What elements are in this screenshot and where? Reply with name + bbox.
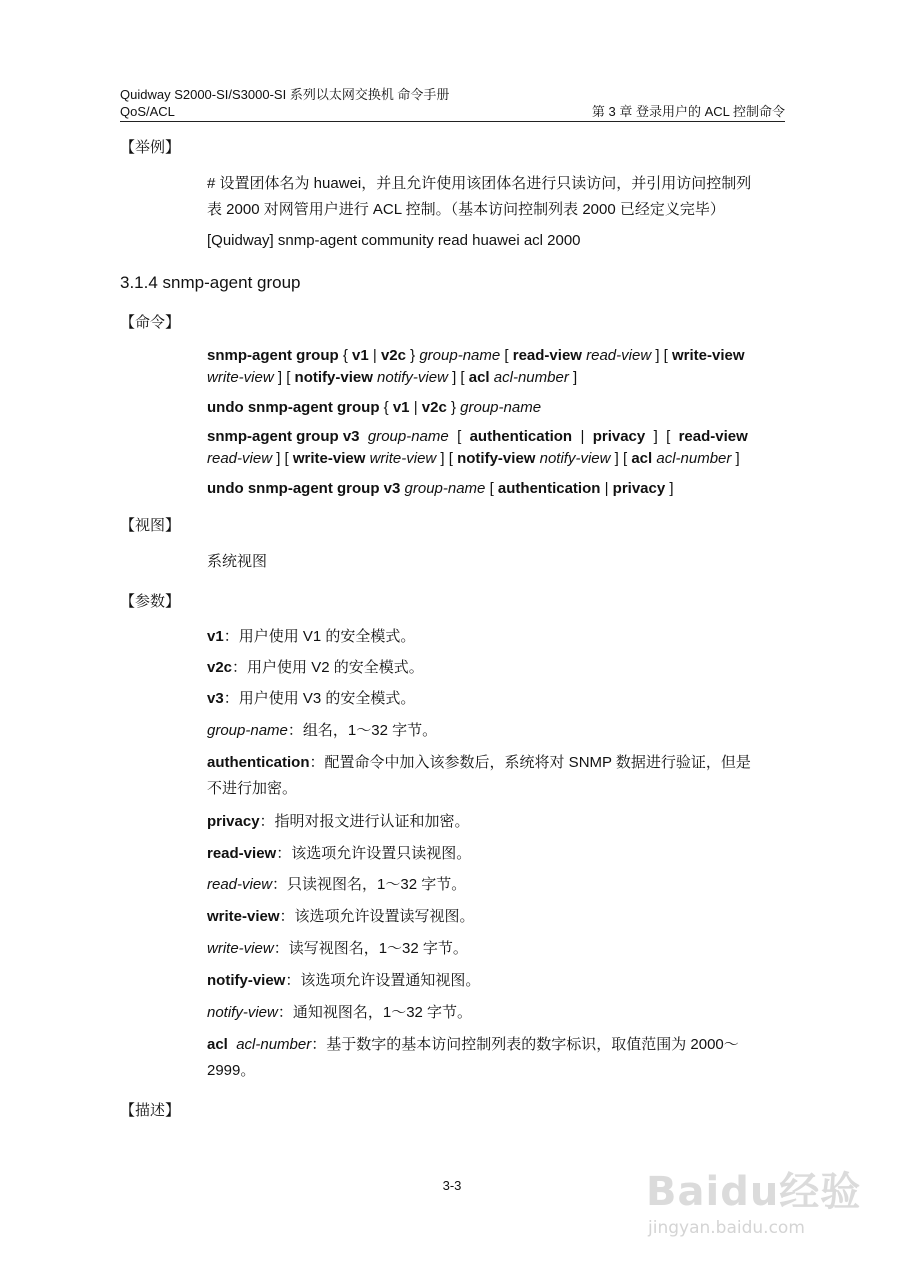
header-section: QoS/ACL bbox=[120, 104, 175, 119]
baidu-paw-logo: Baidu经验 bbox=[646, 1169, 862, 1215]
params-heading: 【参数】 bbox=[120, 593, 181, 610]
example-heading: 【举例】 bbox=[120, 139, 181, 156]
param-v2c: v2c：用户使用 V2 的安全模式。 bbox=[207, 659, 424, 676]
header-chapter: 第 3 章 登录用户的 ACL 控制命令 bbox=[591, 104, 785, 119]
example-desc-line-1: # 设置团体名为 huawei，并且允许使用该团体名进行只读访问，并引用访问控制列 bbox=[207, 175, 752, 192]
param-v1: v1：用户使用 V1 的安全模式。 bbox=[207, 628, 416, 645]
view-heading: 【视图】 bbox=[120, 517, 181, 534]
example-code: [Quidway] snmp-agent community read huawei acl 2000 bbox=[207, 232, 581, 249]
param-notify-view-kw: notify-view：该选项允许设置通知视图。 bbox=[207, 972, 481, 989]
command-heading: 【命令】 bbox=[120, 314, 181, 331]
header-row bbox=[120, 104, 785, 120]
view-text: 系统视图 bbox=[207, 553, 268, 570]
param-v3: v3：用户使用 V3 的安全模式。 bbox=[207, 690, 416, 707]
header-divider bbox=[120, 121, 785, 122]
param-authentication: authentication：配置命令中加入该参数后，系统将对 SNMP 数据进行验证，但是 不进行加密。 bbox=[207, 754, 751, 797]
section-title: 3.1.4 snmp-agent group bbox=[120, 273, 301, 292]
baidu-watermark bbox=[640, 1158, 870, 1248]
page-number: 3-3 bbox=[442, 1178, 462, 1193]
command-syntax-1: snmp-agent group { v1 | v2c } group-name [ read-view read-view ] [ write-view write-view ] [ notify-view notify-view ] [ acl acl-number ] bbox=[207, 347, 745, 386]
param-privacy: privacy：指明对报文进行认证和加密。 bbox=[207, 813, 470, 830]
param-notify-view-arg: notify-view：通知视图名，1～32 字节。 bbox=[207, 1004, 473, 1021]
header-title: Quidway S2000-SI/S3000-SI 系列以太网交换机 命令手册 bbox=[120, 87, 450, 102]
command-syntax-4: undo snmp-agent group v3 group-name [ authentication | privacy ] bbox=[207, 480, 674, 497]
watermark-url: jingyan.baidu.com bbox=[648, 1218, 805, 1238]
param-read-view-arg: read-view：只读视图名，1～32 字节。 bbox=[207, 876, 467, 893]
param-write-view-kw: write-view：该选项允许设置读写视图。 bbox=[207, 908, 475, 925]
param-group-name: group-name：组名，1～32 字节。 bbox=[207, 722, 438, 739]
command-syntax-3: snmp-agent group v3 group-name [ authentication | privacy ] [ read-view read-view ] [ write-view write-view ] [ notify-view notify-view ] [ acl acl-number ] bbox=[207, 428, 748, 467]
description-heading: 【描述】 bbox=[120, 1102, 181, 1119]
example-desc-line-2: 表 2000 对网管用户进行 ACL 控制。（基本访问控制列表 2000 已经定义完毕） bbox=[207, 201, 725, 218]
param-read-view-kw: read-view：该选项允许设置只读视图。 bbox=[207, 845, 472, 862]
command-syntax-2: undo snmp-agent group { v1 | v2c } group-name bbox=[207, 399, 542, 416]
param-acl: acl acl-number：基于数字的基本访问控制列表的数字标识，取值范围为 2000～ 2999。 bbox=[207, 1036, 739, 1079]
example-description bbox=[207, 173, 785, 221]
param-write-view-arg: write-view：读写视图名，1～32 字节。 bbox=[207, 940, 468, 957]
